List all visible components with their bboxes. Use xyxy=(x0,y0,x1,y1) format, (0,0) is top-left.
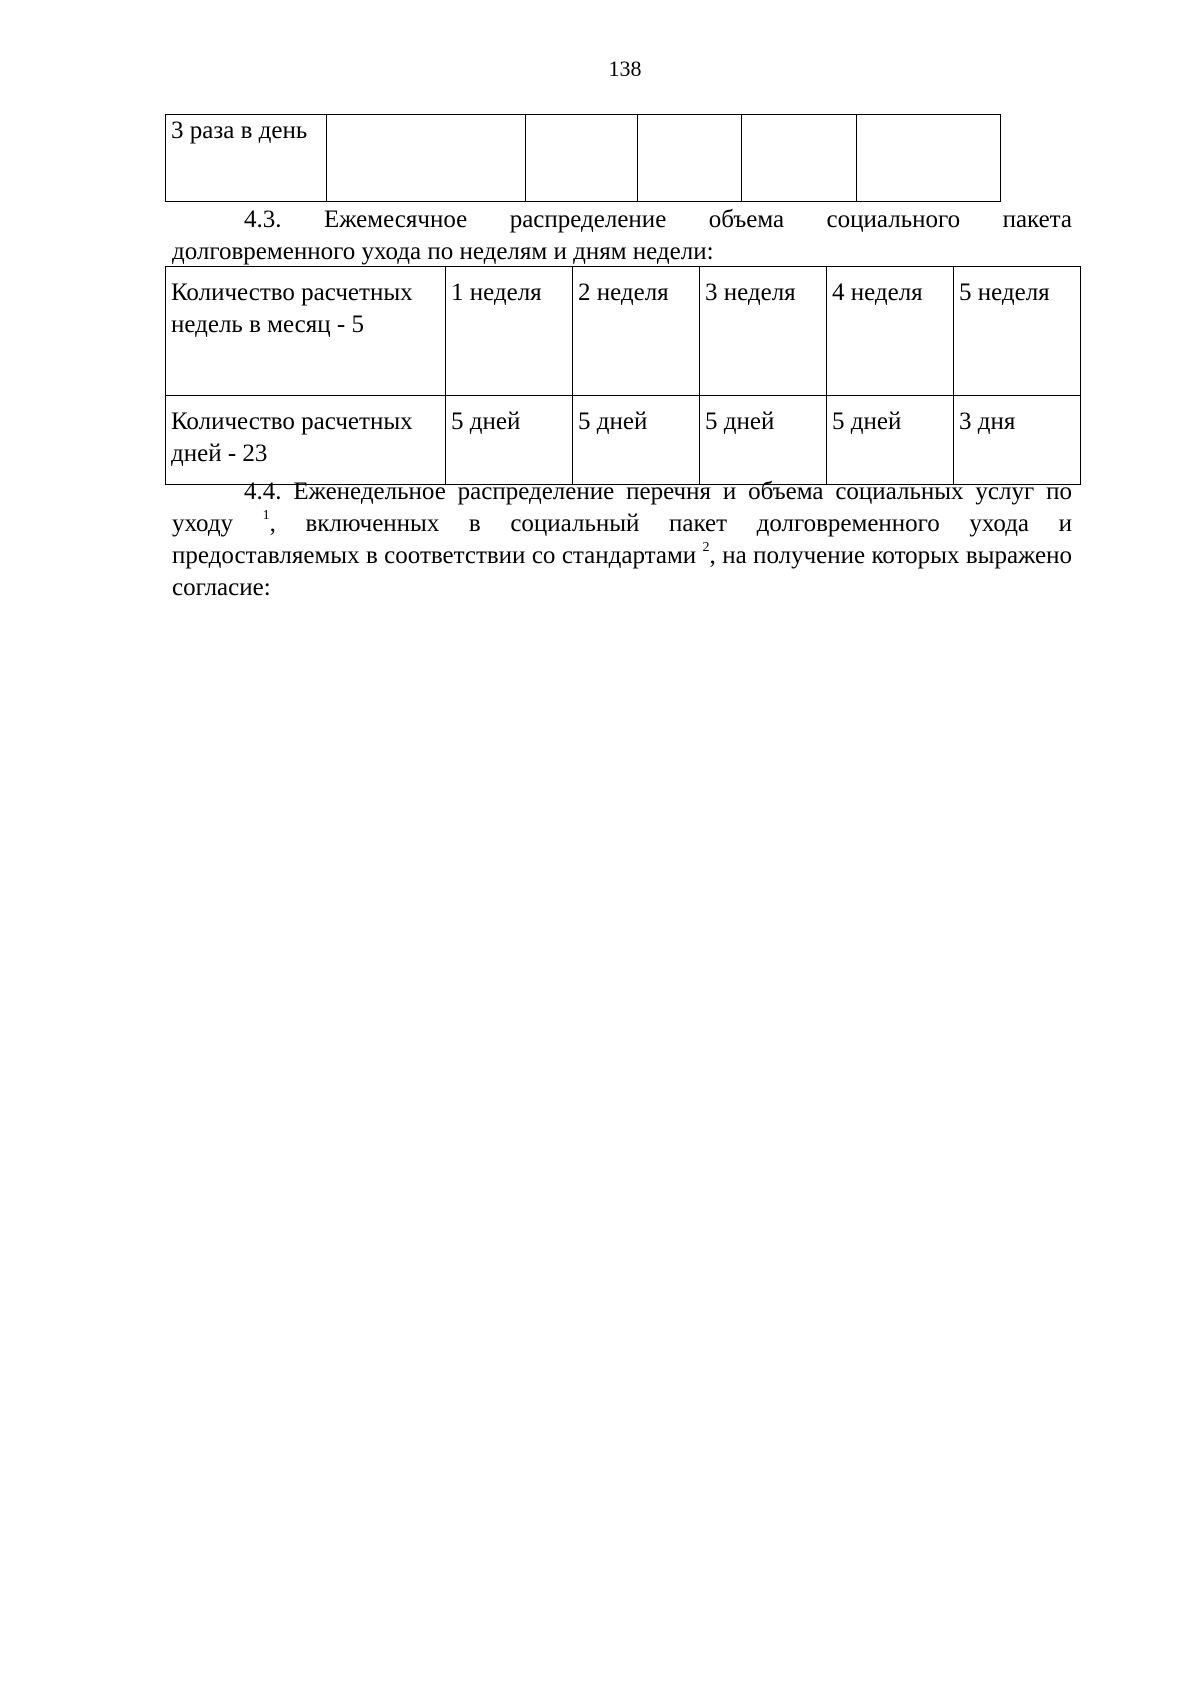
section-4-4-part3: , на получение которых выражено согласие: xyxy=(172,542,1072,601)
week-cell: 3 неделя xyxy=(700,267,827,396)
days-cell: 5 дней xyxy=(700,396,827,485)
footnote-marker-1: 1 xyxy=(262,508,270,523)
section-4-4-part2: , включенных в социальный пакет долговременного ухода и предоставляемых в соответствии со стандартами xyxy=(172,510,1072,569)
table-row xyxy=(166,396,1081,485)
table-row xyxy=(166,267,1081,396)
section-4-4-text xyxy=(172,476,1072,604)
table-cell xyxy=(327,115,526,202)
weeks-count-label: Количество расчетных недель в месяц - 5 xyxy=(166,267,446,396)
table-cell xyxy=(857,115,1001,202)
footnote-marker-2: 2 xyxy=(702,540,710,555)
days-cell: 5 дней xyxy=(573,396,700,485)
days-cell: 5 дней xyxy=(446,396,573,485)
weekly-distribution-table xyxy=(165,266,1081,485)
table-cell xyxy=(742,115,857,202)
week-cell: 2 неделя xyxy=(573,267,700,396)
table-cell xyxy=(638,115,742,202)
days-cell: 3 дня xyxy=(954,396,1081,485)
table-cell xyxy=(526,115,638,202)
table-row xyxy=(166,115,1001,202)
row-label: 3 раза в день xyxy=(166,115,327,202)
days-count-label: Количество расчетных дней - 23 xyxy=(166,396,446,485)
page-number: 138 xyxy=(608,56,642,81)
week-cell: 5 неделя xyxy=(954,267,1081,396)
week-cell: 1 неделя xyxy=(446,267,573,396)
section-4-3-text: 4.3. Ежемесячное распределение объема социального пакета долговременного ухода по неделям и дням недели: xyxy=(172,206,1072,265)
section-4-4-part1: 4.4. Еженедельное распределение перечня и объема социальных услуг по уходу xyxy=(172,478,1072,537)
week-cell: 4 неделя xyxy=(827,267,954,396)
days-cell: 5 дней xyxy=(827,396,954,485)
frequency-table xyxy=(165,114,1001,202)
